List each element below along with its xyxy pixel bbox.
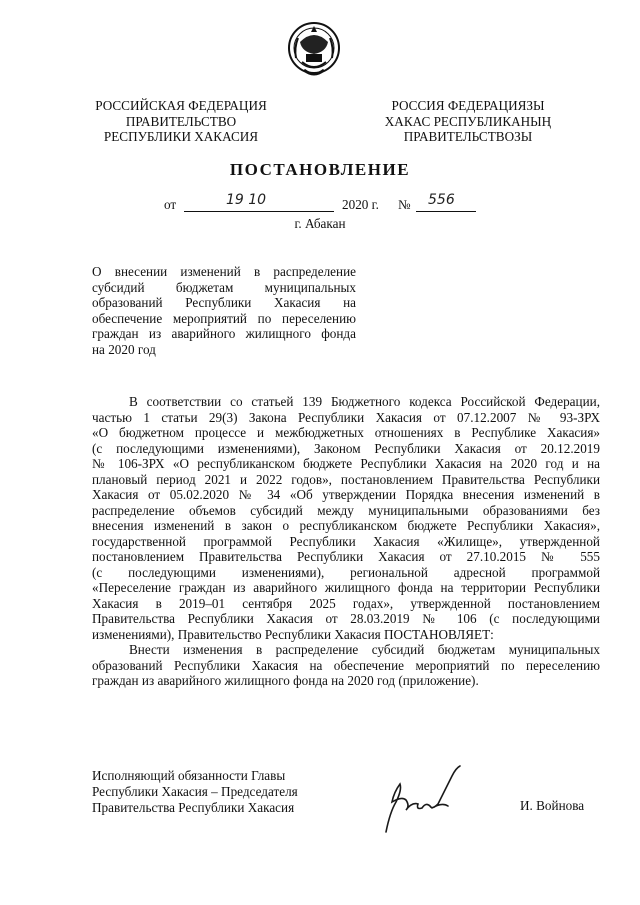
header-right-line-3: ПРАВИТЕЛЬСТВОЗЫ (403, 129, 533, 144)
body-line: В соответствии со статьей 139 Бюджетного кодекса Российской Федерации, (129, 394, 600, 409)
subject-line: обеспечение мероприятий по переселению (92, 310, 356, 326)
number-sign: № (398, 197, 411, 212)
body-line: Хакасия от 05.02.2020 № 34 «Об утверждении Порядка внесения изменений в (92, 487, 600, 502)
signer-title-line: Республики Хакасия – Председателя (92, 784, 298, 799)
subject-line: граждан из аварийного жилищного фонда (92, 326, 356, 341)
handwritten-signature-icon (372, 762, 472, 834)
signer-title (92, 768, 298, 816)
signer-title-line: Правительства Республики Хакасия (92, 800, 295, 815)
signer-title-line: Исполняющий обязанности Главы (92, 768, 286, 783)
document-body (92, 394, 600, 689)
body-line: Хакасия в 2019–01 сентября 2025 годах», утвержденной постановлением (92, 595, 600, 611)
body-line: (с последующими изменениями), региональной адресной программой (92, 564, 600, 580)
body-line: плановый период 2021 и 2022 годов», постановлением Правительства Республики (92, 471, 600, 487)
body-line: государственной программой Республики Хакасия «Жилище», утвержденной (92, 533, 600, 549)
header-right (368, 98, 568, 145)
body-line: граждан из аварийного жилищного фонда на 2020 год (приложение). (92, 673, 479, 688)
body-line: изменениями), Правительство Республики Хакасия ПОСТАНОВЛЯЕТ: (92, 626, 494, 642)
body-line: Правительства Республики Хакасия от 28.03.2019 № 106 (с последующими (92, 611, 600, 626)
subject-line: субсидий бюджетам муниципальных (92, 279, 356, 295)
body-line: постановлением Правительства Республики Хакасия от 27.10.2015 № 555 (92, 549, 600, 564)
body-line: «О бюджетном процессе и межбюджетных отношениях в Республике Хакасия» (92, 425, 600, 440)
signer-name: И. Войнова (520, 798, 585, 813)
document-subject (92, 264, 356, 357)
body-line: (с последующими изменениями), Законом Республики Хакасия от 20.12.2019 (92, 440, 600, 456)
header-right-line-2: ХАКАС РЕСПУБЛИКАНЫҢ (384, 113, 552, 129)
body-line: Внести изменения в распределение субсидий бюджетам муниципальных (129, 642, 600, 657)
body-line: «Переселение граждан из аварийного жилищного фонда на территории Республики (92, 580, 600, 595)
body-line: распределение объемов субсидий между муниципальными образованиями без (92, 502, 600, 518)
body-line: № 106-ЗРХ «О республиканском бюджете Республики Хакасия на 2020 год и на (92, 456, 600, 471)
body-line: образований Республики Хакасия на обеспечение мероприятий по переселению (92, 657, 600, 673)
body-line: внесения изменений в закон о республиканском бюджете Республики Хакасия», (92, 518, 600, 533)
header-left-line-2: ПРАВИТЕЛЬСТВО (125, 113, 237, 129)
header-right-line-1: РОССИЯ ФЕДЕРАЦИЯЗЫ (391, 98, 545, 113)
subject-line: О внесении изменений в распределение (92, 264, 356, 279)
header-left-line-1: РОССИЙСКАЯ ФЕДЕРАЦИЯ (95, 98, 267, 113)
document-title: ПОСТАНОВЛЕНИЕ (229, 160, 411, 179)
header-left-line-3: РЕСПУБЛИКИ ХАКАСИЯ (103, 129, 259, 144)
date-line (164, 192, 494, 215)
subject-line: образований Республики Хакасия на (92, 295, 356, 310)
handwritten-number: 556 (428, 192, 455, 208)
coat-of-arms-emblem-icon (286, 18, 342, 82)
number-underline (416, 211, 476, 212)
handwritten-date: 19 10 (226, 192, 267, 208)
header-left (86, 98, 276, 145)
body-line: частью 1 статьи 29(3) Закона Республики Хакасия от 07.12.2007 № 93-ЗРХ (92, 409, 600, 425)
date-prefix: от (164, 197, 177, 212)
date-underline (184, 211, 334, 212)
city: г. Абакан (294, 216, 346, 231)
subject-line: на 2020 год (92, 341, 156, 357)
date-year: 2020 г. (342, 197, 379, 212)
